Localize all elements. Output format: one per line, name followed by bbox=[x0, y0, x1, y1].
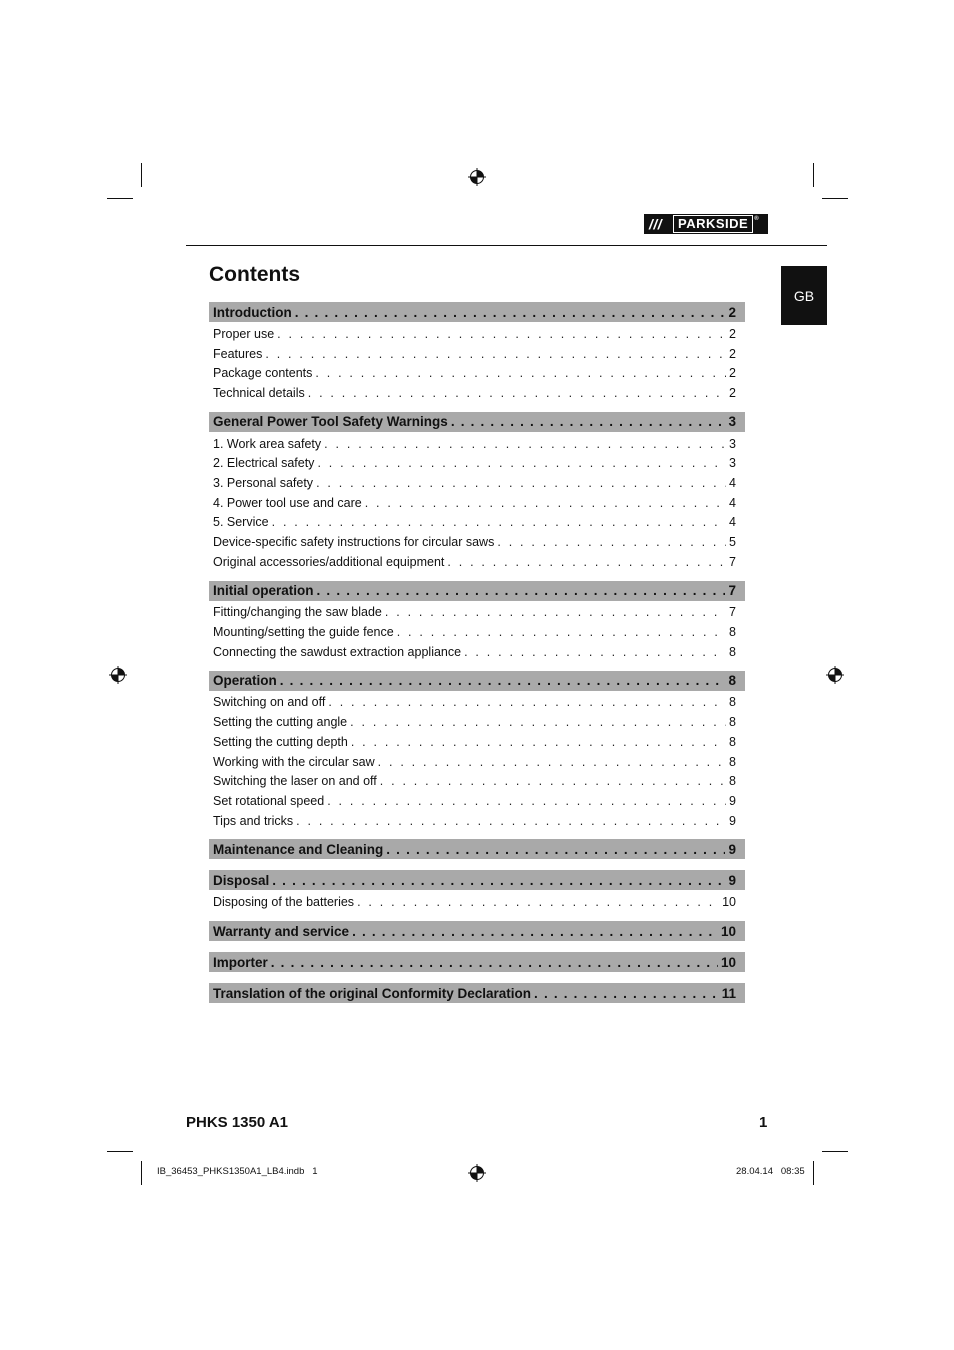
toc-leader bbox=[317, 583, 726, 598]
brand-logo bbox=[644, 214, 768, 234]
toc-item-title: Switching the laser on and off bbox=[213, 774, 377, 789]
toc-section-page: 7 bbox=[728, 583, 736, 599]
toc-item-title: Setting the cutting depth bbox=[213, 734, 348, 749]
footer-model: PHKS 1350 A1 bbox=[186, 1114, 288, 1131]
toc-item-page: 4 bbox=[729, 495, 736, 510]
toc-item-title: Working with the circular saw bbox=[213, 754, 375, 769]
toc-section-page: 11 bbox=[721, 985, 736, 1001]
crop-mark bbox=[813, 1161, 814, 1185]
toc-section[interactable] bbox=[209, 671, 745, 691]
crop-mark bbox=[107, 198, 133, 199]
crop-mark bbox=[141, 163, 142, 187]
toc-section[interactable] bbox=[209, 839, 745, 859]
toc-item-title: 5. Service bbox=[213, 515, 269, 530]
toc-section-page: 9 bbox=[728, 872, 736, 888]
toc-item[interactable] bbox=[209, 434, 745, 454]
toc-item[interactable] bbox=[209, 453, 745, 473]
header-rule bbox=[186, 245, 827, 246]
toc-leader bbox=[385, 605, 726, 619]
toc-section-page: 10 bbox=[720, 923, 736, 939]
toc-item-title: Original accessories/additional equipment bbox=[213, 554, 445, 569]
toc-item-title: 4. Power tool use and care bbox=[213, 495, 362, 510]
toc-section-page: 9 bbox=[728, 841, 736, 857]
table-of-contents bbox=[209, 302, 745, 1003]
logo-slashes-icon: /// bbox=[649, 216, 663, 232]
toc-item[interactable] bbox=[209, 473, 745, 493]
toc-item-page: 8 bbox=[729, 644, 736, 659]
toc-item-title: Fitting/changing the saw blade bbox=[213, 605, 382, 620]
toc-leader bbox=[295, 305, 726, 320]
toc-section-title: Warranty and service bbox=[213, 923, 350, 939]
toc-item-title: Features bbox=[213, 346, 263, 361]
page-title: Contents bbox=[209, 263, 300, 286]
toc-item-page: 2 bbox=[729, 346, 736, 361]
toc-section-title: Initial operation bbox=[213, 583, 314, 599]
toc-item[interactable] bbox=[209, 552, 745, 572]
registration-mark-icon bbox=[826, 666, 844, 684]
toc-leader bbox=[534, 986, 719, 1001]
toc-item-title: Proper use bbox=[213, 326, 275, 341]
toc-item-title: Package contents bbox=[213, 366, 313, 381]
toc-leader bbox=[308, 386, 726, 400]
toc-leader bbox=[351, 735, 726, 749]
toc-section[interactable] bbox=[209, 412, 745, 432]
toc-leader bbox=[272, 873, 725, 888]
toc-item[interactable] bbox=[209, 603, 745, 623]
toc-section[interactable] bbox=[209, 983, 745, 1003]
toc-leader bbox=[328, 695, 726, 709]
toc-leader bbox=[271, 955, 718, 970]
toc-leader bbox=[317, 456, 726, 470]
toc-item[interactable] bbox=[209, 532, 745, 552]
toc-item-page: 4 bbox=[729, 515, 736, 530]
toc-item-page: 3 bbox=[729, 456, 736, 471]
toc-item-title: 2. Electrical safety bbox=[213, 456, 315, 471]
toc-leader bbox=[451, 414, 726, 429]
toc-section-page: 3 bbox=[728, 414, 736, 430]
toc-section[interactable] bbox=[209, 921, 745, 941]
toc-section-page: 10 bbox=[720, 954, 736, 970]
toc-section-title: Operation bbox=[213, 673, 277, 689]
toc-item[interactable] bbox=[209, 791, 745, 811]
toc-item[interactable] bbox=[209, 732, 745, 752]
toc-item-page: 4 bbox=[729, 475, 736, 490]
toc-leader bbox=[280, 673, 726, 688]
toc-leader bbox=[316, 476, 726, 490]
toc-item-title: Setting the cutting angle bbox=[213, 715, 348, 730]
toc-item[interactable] bbox=[209, 513, 745, 533]
toc-section[interactable] bbox=[209, 870, 745, 890]
toc-item[interactable] bbox=[209, 324, 745, 344]
toc-leader bbox=[265, 347, 726, 361]
toc-item-page: 5 bbox=[729, 535, 736, 550]
toc-item-page: 7 bbox=[729, 554, 736, 569]
print-slug-date: 28.04.14 08:35 bbox=[736, 1166, 805, 1177]
toc-item-page: 7 bbox=[729, 605, 736, 620]
toc-leader bbox=[315, 366, 726, 380]
toc-section-title: Maintenance and Cleaning bbox=[213, 841, 384, 857]
toc-section[interactable] bbox=[209, 302, 745, 322]
toc-item[interactable] bbox=[209, 493, 745, 513]
toc-leader bbox=[350, 715, 726, 729]
toc-leader bbox=[272, 515, 726, 529]
toc-leader bbox=[386, 842, 725, 857]
registration-mark-icon bbox=[109, 666, 127, 684]
toc-leader bbox=[497, 535, 726, 549]
brand-name: PARKSIDE bbox=[673, 215, 753, 233]
toc-item-page: 8 bbox=[729, 695, 736, 710]
language-tab: GB bbox=[781, 266, 827, 325]
crop-mark bbox=[107, 1151, 133, 1152]
toc-leader bbox=[378, 755, 726, 769]
toc-leader bbox=[357, 895, 719, 909]
toc-leader bbox=[296, 814, 726, 828]
toc-section-page: 8 bbox=[728, 673, 736, 689]
toc-item-page: 9 bbox=[729, 813, 736, 828]
toc-section-page: 2 bbox=[728, 304, 736, 320]
toc-leader bbox=[365, 496, 726, 510]
toc-section-title: Translation of the original Conformity Declaration bbox=[213, 985, 532, 1001]
toc-item-page: 2 bbox=[729, 326, 736, 341]
print-slug-file: IB_36453_PHKS1350A1_LB4.indb 1 bbox=[157, 1166, 318, 1177]
toc-item[interactable] bbox=[209, 752, 745, 772]
toc-item[interactable] bbox=[209, 771, 745, 791]
toc-item-title: Tips and tricks bbox=[213, 813, 294, 828]
toc-leader bbox=[447, 555, 726, 569]
toc-leader bbox=[352, 924, 718, 939]
toc-item-page: 2 bbox=[729, 366, 736, 381]
toc-leader bbox=[277, 327, 726, 341]
toc-item-title: Set rotational speed bbox=[213, 793, 325, 808]
crop-mark bbox=[822, 1151, 848, 1152]
toc-section-title: General Power Tool Safety Warnings bbox=[213, 414, 448, 430]
toc-leader bbox=[324, 437, 726, 451]
toc-section[interactable] bbox=[209, 581, 745, 601]
toc-item-page: 2 bbox=[729, 385, 736, 400]
toc-item-title: Device-specific safety instructions for circular saws bbox=[213, 535, 495, 550]
toc-section-title: Importer bbox=[213, 954, 268, 970]
toc-item-page: 3 bbox=[729, 436, 736, 451]
crop-mark bbox=[141, 1161, 142, 1185]
toc-item-title: 1. Work area safety bbox=[213, 436, 322, 451]
toc-leader bbox=[380, 774, 726, 788]
toc-item-page: 8 bbox=[729, 625, 736, 640]
crop-mark bbox=[822, 198, 848, 199]
toc-item-page: 8 bbox=[729, 734, 736, 749]
toc-item[interactable] bbox=[209, 712, 745, 732]
toc-section-title: Disposal bbox=[213, 872, 270, 888]
registration-mark-icon bbox=[468, 1164, 486, 1182]
toc-item[interactable] bbox=[209, 344, 745, 364]
toc-leader bbox=[327, 794, 726, 808]
crop-mark bbox=[813, 163, 814, 187]
toc-item-page: 8 bbox=[729, 754, 736, 769]
toc-item-title: 3. Personal safety bbox=[213, 475, 314, 490]
toc-item-title: Technical details bbox=[213, 385, 305, 400]
registered-trademark-icon: ® bbox=[754, 216, 760, 222]
toc-item[interactable] bbox=[209, 892, 745, 912]
footer-page-number: 1 bbox=[759, 1114, 768, 1131]
toc-section-title: Introduction bbox=[213, 304, 292, 320]
toc-leader bbox=[464, 645, 726, 659]
toc-item[interactable] bbox=[209, 642, 745, 662]
toc-item[interactable] bbox=[209, 693, 745, 713]
toc-item-page: 8 bbox=[729, 774, 736, 789]
toc-item-page: 9 bbox=[729, 793, 736, 808]
toc-item-title: Disposing of the batteries bbox=[213, 895, 355, 910]
toc-section[interactable] bbox=[209, 952, 745, 972]
toc-leader bbox=[397, 625, 726, 639]
toc-item-title: Connecting the sawdust extraction appliance bbox=[213, 644, 462, 659]
toc-item[interactable] bbox=[209, 622, 745, 642]
toc-item-title: Mounting/setting the guide fence bbox=[213, 625, 394, 640]
toc-item[interactable] bbox=[209, 363, 745, 383]
toc-item-page: 10 bbox=[722, 895, 736, 910]
registration-mark-icon bbox=[468, 168, 486, 186]
toc-item-title: Switching on and off bbox=[213, 695, 326, 710]
toc-item[interactable] bbox=[209, 383, 745, 403]
toc-item[interactable] bbox=[209, 811, 745, 831]
toc-item-page: 8 bbox=[729, 715, 736, 730]
